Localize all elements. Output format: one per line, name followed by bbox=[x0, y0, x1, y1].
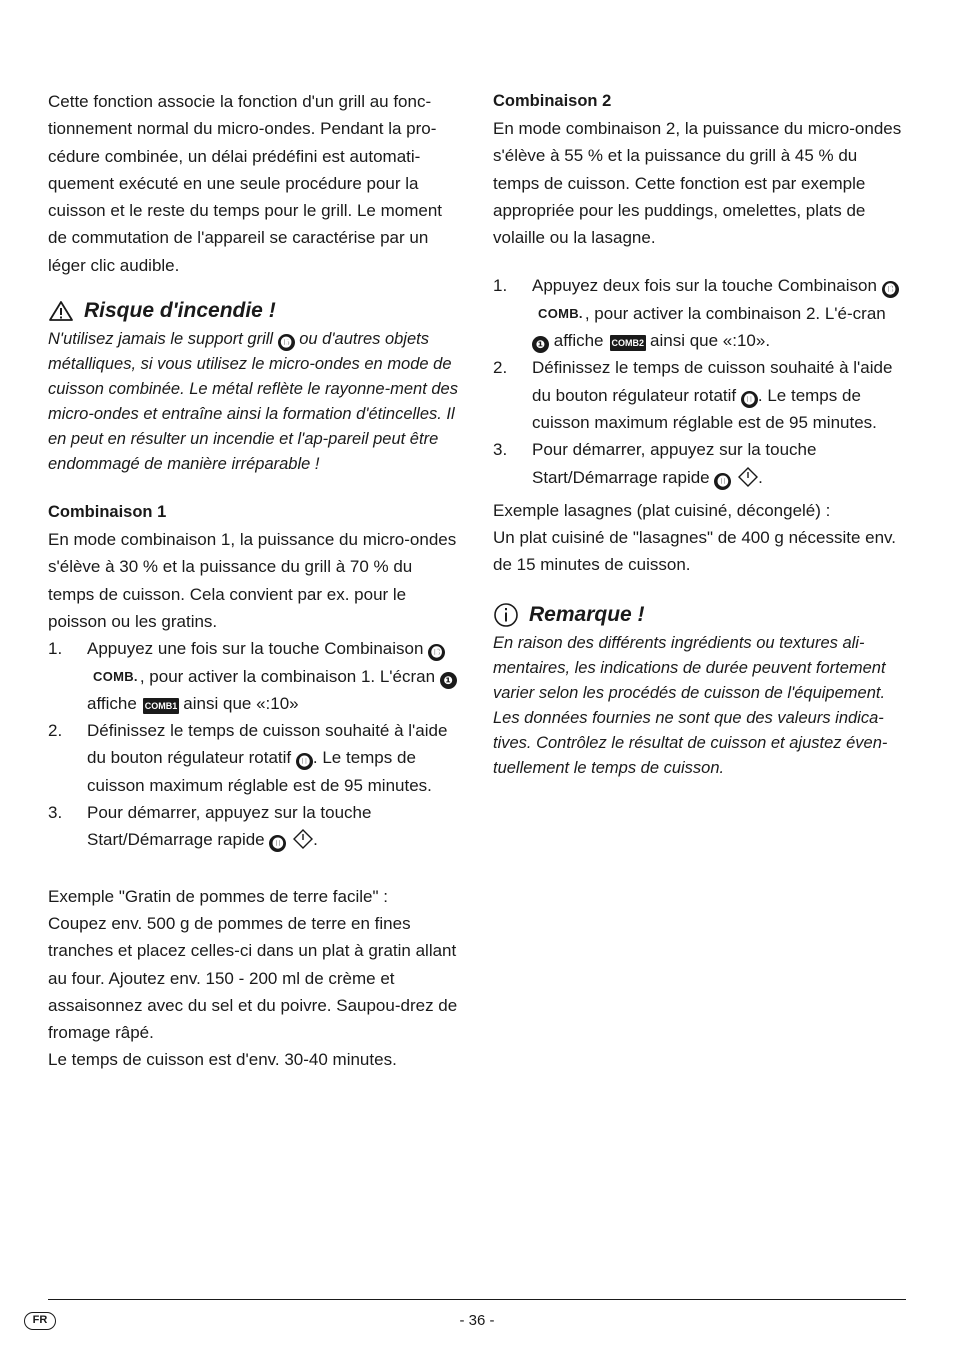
comb2-paragraph: En mode combinaison 2, la puissance du micro-ondes s'élève à 55 % et la puissance du grill à 45 % du temps de cuisson. Cette fonction est par exemple appropriée pour les puddings, omelettes, plats de volaille ou la lasagne. bbox=[493, 119, 902, 248]
comb1-display-icon: COMB1 bbox=[143, 698, 180, 714]
comb-key-label: COMB. bbox=[538, 305, 583, 321]
info-icon bbox=[493, 602, 519, 628]
example-line: Le temps de cuisson est d'env. 30-40 minutes. bbox=[48, 1050, 397, 1070]
comb2-display-icon: COMB2 bbox=[610, 335, 647, 351]
fire-warning-text bbox=[48, 327, 462, 477]
comb2-heading: Combinaison 2 bbox=[493, 92, 612, 110]
ref-number-1: ❶ bbox=[440, 672, 457, 689]
step-number: 1. bbox=[48, 639, 63, 659]
list-item bbox=[493, 272, 907, 354]
ref-number-13: ⓭ bbox=[428, 644, 445, 661]
step-text: Appuyez une fois sur la touche Combinaison bbox=[87, 639, 424, 659]
step-number: 2. bbox=[48, 721, 63, 741]
warning-triangle-icon bbox=[48, 300, 74, 322]
page-number: - 36 - bbox=[459, 1312, 495, 1329]
ref-number-11: ⓫ bbox=[269, 835, 286, 852]
intro-paragraph: Cette fonction associe la fonction d'un grill au fonc-tionnement normal du micro-ondes. Pendant la pro-cédure combinée, un délai prédéfini est automati-quement exécuté en une seule procédure pour la cuisson et le reste du temps pour le grill. Le moment de commutation de l'appareil se caractérise par un léger clic audible. bbox=[48, 92, 443, 275]
step-text: Appuyez deux fois sur la touche Combinaison bbox=[532, 276, 877, 296]
right-column bbox=[493, 88, 907, 781]
step-text: Pour démarrer, appuyez sur la touche Start/Démarrage rapide bbox=[87, 803, 372, 850]
list-item bbox=[48, 799, 462, 854]
fire-warning-heading bbox=[48, 297, 462, 325]
step-text: . bbox=[313, 830, 318, 850]
step-text: affiche bbox=[87, 693, 137, 713]
step-text: affiche bbox=[553, 331, 604, 351]
list-item bbox=[48, 635, 462, 717]
warning-text-part: ou d'autres objets métalliques, si vous utilisez le micro-ondes en mode de cuisson combinée. Le métal reflète le rayonne-ment des micro-ondes et entraîne ainsi la formation d'étincelles. Il en peut en résulter un incendie et l'ap-pareil peut être endommagé de manière irréparable ! bbox=[48, 330, 458, 474]
list-item bbox=[493, 436, 907, 491]
step-number: 1. bbox=[493, 276, 508, 296]
ref-number-11: ⓫ bbox=[296, 753, 313, 770]
step-text: Définissez le temps de cuisson souhaité à l'aide du bouton régulateur rotatif bbox=[87, 721, 448, 768]
start-diamond-icon bbox=[293, 829, 313, 849]
comb-key-label: COMB. bbox=[93, 668, 138, 684]
list-item bbox=[48, 717, 462, 799]
example-line: Un plat cuisiné de "lasagnes" de 400 g nécessite env. de 15 minutes de cuisson. bbox=[493, 528, 897, 575]
step-text: ainsi que «:10» bbox=[183, 693, 299, 713]
step-text: . Le temps de cuisson maximum réglable est de 95 minutes. bbox=[87, 748, 432, 795]
list-item bbox=[493, 354, 907, 436]
note-title: Remarque ! bbox=[529, 602, 645, 626]
example-line: Exemple "Gratin de pommes de terre facile" : bbox=[48, 886, 388, 906]
lasagne-example bbox=[493, 497, 907, 579]
example-line: Exemple lasagnes (plat cuisiné, décongelé) : bbox=[493, 500, 831, 520]
step-text: , pour activer la combinaison 2. L'é-cran bbox=[584, 303, 886, 323]
step-text: Pour démarrer, appuyez sur la touche Start/Démarrage rapide bbox=[532, 440, 817, 487]
left-column bbox=[48, 88, 462, 1074]
note-heading bbox=[493, 601, 907, 629]
step-text: , pour activer la combinaison 1. L'écran bbox=[139, 666, 436, 686]
step-number: 3. bbox=[493, 440, 508, 460]
warning-text-part: N'utilisez jamais le support grill bbox=[48, 330, 274, 349]
ref-number-1: ❶ bbox=[532, 336, 549, 353]
ref-number-11: ⓫ bbox=[741, 391, 758, 408]
example-line: Coupez env. 500 g de pommes de terre en fines tranches et placez celles-ci dans un plat à gratin allant au four. Ajoutez env. 150 - 200 ml de crème et assaisonnez avec du sel et du poivre. Saupou-drez de fromage râpé. bbox=[48, 913, 458, 1043]
step-text: . bbox=[758, 467, 763, 487]
gratin-example bbox=[48, 883, 462, 1074]
footer-divider bbox=[48, 1299, 906, 1300]
comb2-steps bbox=[493, 272, 907, 490]
ref-number-11: ⓫ bbox=[714, 473, 731, 490]
comb1-steps bbox=[48, 635, 462, 853]
ref-number-15: ⓯ bbox=[278, 334, 295, 351]
note-text: En raison des différents ingrédients ou textures ali-mentaires, les indications de durée peuvent fortement varier selon les procédés de cuisson de l'équipement. Les données fournies ne sont que des valeurs indica-tives. Contrôlez le résultat de cuisson et ajustez éven-tuellement le temps de cuisson. bbox=[493, 633, 888, 777]
step-text: . Le temps de cuisson maximum réglable est de 95 minutes. bbox=[532, 385, 877, 432]
comb1-paragraph: En mode combinaison 1, la puissance du micro-ondes s'élève à 30 % et la puissance du grill à 70 % du temps de cuisson. Cela convient par ex. pour le poisson ou les gratins. bbox=[48, 530, 457, 631]
fire-warning-title: Risque d'incendie ! bbox=[84, 299, 276, 323]
comb1-heading: Combinaison 1 bbox=[48, 503, 167, 522]
ref-number-13: ⓭ bbox=[882, 281, 899, 298]
step-text: Définissez le temps de cuisson souhaité à l'aide du bouton régulateur rotatif bbox=[532, 358, 893, 405]
language-badge: FR bbox=[24, 1312, 56, 1330]
start-diamond-icon bbox=[738, 467, 758, 487]
step-number: 2. bbox=[493, 358, 508, 378]
step-text: ainsi que «:10». bbox=[650, 331, 771, 351]
step-number: 3. bbox=[48, 803, 63, 823]
